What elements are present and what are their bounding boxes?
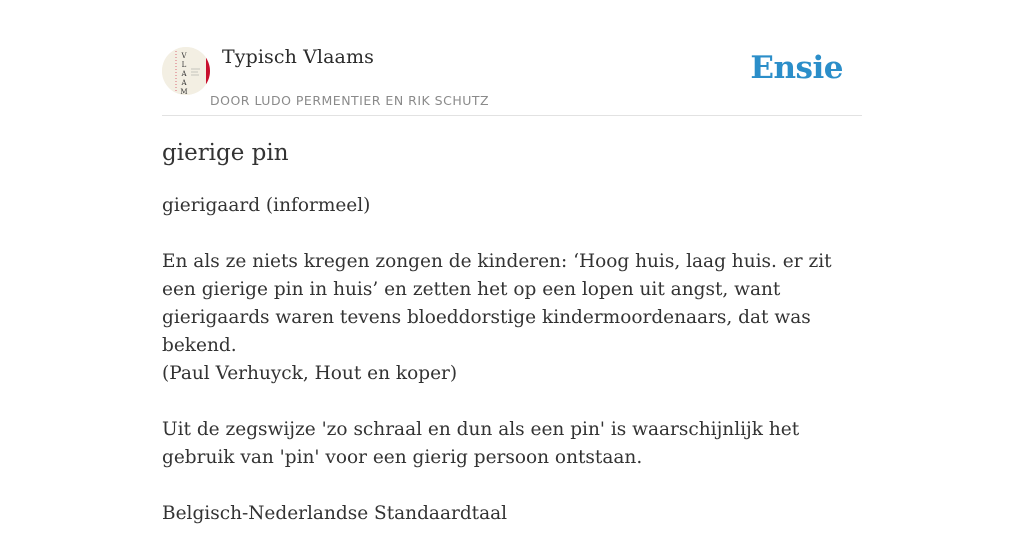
entry-etymology: Uit de zegswijze 'zo schraal en dun als een pin' is waarschijnlijk het gebruik van 'pin' voor een gierig persoon ontstaan. bbox=[162, 419, 800, 468]
svg-text:L: L bbox=[181, 61, 187, 69]
svg-text:M: M bbox=[180, 88, 188, 95]
entry-language: Belgisch-Nederlandse Standaardtaal bbox=[162, 503, 508, 524]
entry-quote: En als ze niets kregen zongen de kinderen: ‘Hoog huis, laag huis. er zit een gierige pin in huis’ en zetten het op een lopen uit angst, want gierigaards waren tevens bloeddorstige kindermoordenaars, dat was bekend. bbox=[162, 251, 832, 356]
book-logo[interactable] bbox=[162, 47, 210, 95]
entry-quote-source: (Paul Verhuyck, Hout en koper) bbox=[162, 363, 458, 384]
header bbox=[162, 0, 862, 116]
book-title[interactable]: Typisch Vlaams bbox=[222, 46, 374, 68]
entry-content bbox=[162, 192, 862, 556]
book-authors: DOOR LUDO PERMENTIER EN RIK SCHUTZ bbox=[210, 93, 490, 108]
entry-definition: gierigaard (informeel) bbox=[162, 195, 371, 216]
book-cover-icon bbox=[162, 47, 210, 95]
svg-text:V: V bbox=[181, 52, 187, 60]
page bbox=[162, 0, 862, 524]
brand-logo[interactable]: Ensie bbox=[750, 50, 843, 86]
svg-text:A: A bbox=[181, 70, 187, 78]
svg-text:A: A bbox=[181, 79, 187, 87]
entry-term: gierige pin bbox=[162, 140, 289, 166]
